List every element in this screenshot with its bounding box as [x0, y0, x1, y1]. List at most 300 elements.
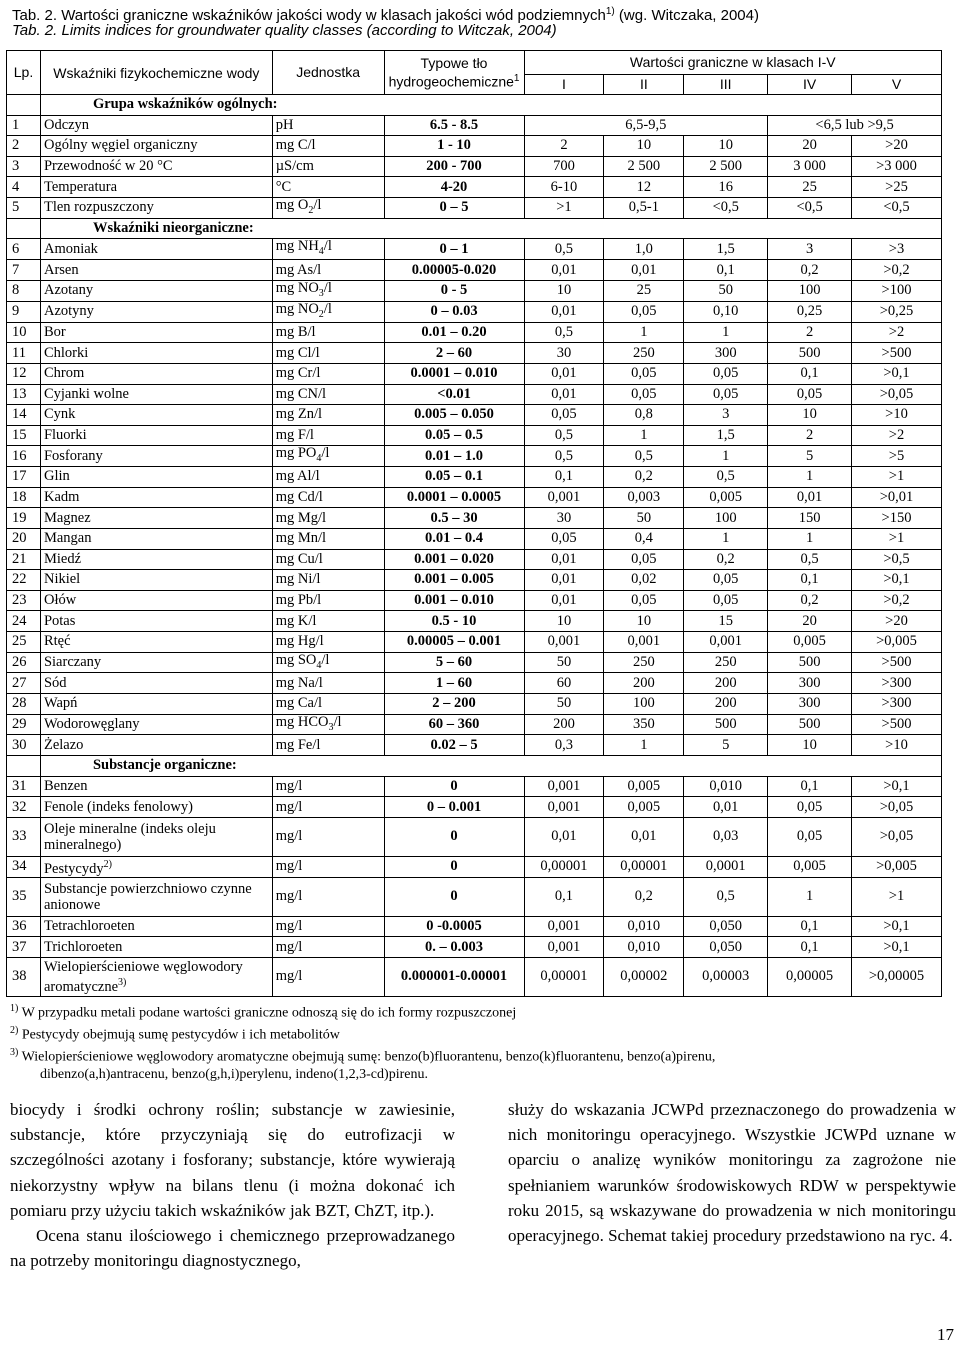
row-indicator-name: Miedź: [40, 549, 272, 570]
row-class-5: >1: [852, 877, 942, 916]
footnote-mark: 2): [103, 858, 112, 870]
row-class-1: >1: [524, 197, 604, 218]
table-row: [7, 631, 942, 652]
row-class-2: 0,4: [604, 528, 684, 549]
row-class-5: >0,1: [852, 363, 942, 384]
footnote: [10, 1044, 940, 1066]
row-indicator-name: Oleje mineralne (indeks oleju mineralnego): [40, 817, 272, 856]
row-class-5: >1: [852, 467, 942, 488]
header-class-IV: IV: [768, 75, 852, 95]
row-class-1: 30: [524, 343, 604, 364]
header-class-V: V: [852, 75, 942, 95]
row-class-3: 0,2: [684, 549, 768, 570]
row-class-2: 1: [604, 735, 684, 756]
row-indicator-name: Nikiel: [40, 570, 272, 591]
row-indicator-name: Przewodność w 20 °C: [40, 156, 272, 177]
row-class-4: 0,005: [768, 631, 852, 652]
unit-subscript: 4: [318, 246, 324, 258]
row-class-1: 0,001: [524, 937, 604, 958]
row-unit: mg/l: [272, 916, 384, 937]
row-class-5: >25: [852, 177, 942, 198]
row-indicator-name: Chrom: [40, 363, 272, 384]
footnote: [10, 1000, 940, 1022]
row-lp: 25: [7, 631, 41, 652]
table-row: [7, 673, 942, 694]
row-background: 0.5 - 10: [384, 611, 524, 632]
row-lp: 32: [7, 797, 41, 818]
table-row: [7, 694, 942, 715]
row-class-1: 0,01: [524, 549, 604, 570]
row-class-3: 500: [684, 714, 768, 735]
row-class-4: 1: [768, 467, 852, 488]
row-class-1: 0,5: [524, 446, 604, 467]
row-lp: 7: [7, 260, 41, 281]
row-class-4: 20: [768, 136, 852, 157]
table-row: [7, 467, 942, 488]
row-unit: mg $NO_2/l$: [272, 301, 384, 322]
row-unit: mg $NO_3/l$: [272, 280, 384, 301]
row-class-4: 0,05: [768, 817, 852, 856]
group-label: Grupa wskaźników ogólnych:: [40, 95, 941, 116]
row-background: 0.001 – 0.010: [384, 590, 524, 611]
row-class-1: 0,001: [524, 916, 604, 937]
row-indicator-name: Wielopierścieniowe węglowodory aromatyczne$^{3)}$: [40, 957, 272, 996]
row-unit: mg/l: [272, 957, 384, 996]
row-unit: mg F/l: [272, 425, 384, 446]
row-unit: mg Mn/l: [272, 528, 384, 549]
row-indicator-name: Potas: [40, 611, 272, 632]
row-unit: mg Hg/l: [272, 631, 384, 652]
footnote-text: Wielopierścieniowe węglowodory aromatyczne obejmują sumę: benzo(b)fluorantenu, benzo(k)fluorantenu, benzo(a)pirenu,: [21, 1049, 716, 1065]
row-class-3: 0,05: [684, 384, 768, 405]
row-indicator-name: Magnez: [40, 508, 272, 529]
row-class-1: 0,5: [524, 322, 604, 343]
row-class-3: 200: [684, 673, 768, 694]
row-class-1: 0,01: [524, 817, 604, 856]
row-indicator-name: Substancje powierzchniowo czynne anionowe: [40, 877, 272, 916]
row-lp: 1: [7, 115, 41, 136]
row-indicator-name: Chlorki: [40, 343, 272, 364]
row-class-2: 0,003: [604, 487, 684, 508]
row-unit: mg $SO_4/l$: [272, 652, 384, 673]
row-lp: 34: [7, 856, 41, 877]
table-row: [7, 487, 942, 508]
row-class-4: 0,05: [768, 797, 852, 818]
row-indicator-name: Fenole (indeks fenolowy): [40, 797, 272, 818]
footnote-continuation: dibenzo(a,h)antracenu, benzo(g,h,i)perylenu, indeno(1,2,3-cd)pirenu.: [40, 1067, 428, 1083]
row-class-1: 0,1: [524, 467, 604, 488]
row-unit: °C: [272, 177, 384, 198]
row-lp: 23: [7, 590, 41, 611]
row-background: 0 – 1: [384, 239, 524, 260]
row-class-4: 100: [768, 280, 852, 301]
row-background: 2 – 60: [384, 343, 524, 364]
row-class-4: 500: [768, 652, 852, 673]
row-lp: 11: [7, 343, 41, 364]
row-class-3: 250: [684, 652, 768, 673]
row-unit: mg Cl/l: [272, 343, 384, 364]
row-class-5: >5: [852, 446, 942, 467]
header-class-III: III: [684, 75, 768, 95]
row-class-5: >0,05: [852, 817, 942, 856]
row-class-5: >0,1: [852, 776, 942, 797]
row-class-4: 500: [768, 343, 852, 364]
caption-pl-text: Tab. 2. Wartości graniczne wskaźników jakości wody w klasach jakości wód podziemnych: [12, 7, 606, 24]
row-class-2: 2 500: [604, 156, 684, 177]
row-background: 0: [384, 877, 524, 916]
row-background: 4-20: [384, 177, 524, 198]
row-background: 0.0001 – 0.010: [384, 363, 524, 384]
row-background: 0 – 5: [384, 197, 524, 218]
table-row: [7, 115, 942, 136]
row-lp: 14: [7, 405, 41, 426]
row-class-2: 0,05: [604, 301, 684, 322]
row-class-3: 0,0001: [684, 856, 768, 877]
table-row: [7, 714, 942, 735]
table-row: [7, 856, 942, 877]
row-lp: 20: [7, 528, 41, 549]
row-class-3: 0,05: [684, 570, 768, 591]
row-unit: mg/l: [272, 877, 384, 916]
row-indicator-name: Tetrachloroeten: [40, 916, 272, 937]
row-background: 0 – 0.03: [384, 301, 524, 322]
row-lp: 12: [7, 363, 41, 384]
row-class-1: 0,5: [524, 239, 604, 260]
row-class-3: 16: [684, 177, 768, 198]
row-indicator-name: Wapń: [40, 694, 272, 715]
header-class-II: II: [604, 75, 684, 95]
row-background: 6.5 - 8.5: [384, 115, 524, 136]
row-class-4: 3: [768, 239, 852, 260]
row-class-4: 0,1: [768, 937, 852, 958]
row-indicator-name: Rtęć: [40, 631, 272, 652]
footnote-mark: 3): [10, 1047, 19, 1059]
table-row: [7, 260, 942, 281]
row-unit: mg Mg/l: [272, 508, 384, 529]
row-class-4: 0,005: [768, 856, 852, 877]
row-class-3: 0,03: [684, 817, 768, 856]
row-class-2: 1,0: [604, 239, 684, 260]
row-class-4: 0,00005: [768, 957, 852, 996]
row-class-3: 0,05: [684, 363, 768, 384]
row-lp: 30: [7, 735, 41, 756]
row-class-4: 0,1: [768, 363, 852, 384]
table-row: [7, 322, 942, 343]
table-row: [7, 590, 942, 611]
row-class-5: >2: [852, 425, 942, 446]
row-class-3: 0,050: [684, 916, 768, 937]
row-class-3: 100: [684, 508, 768, 529]
footnote-mark: 3): [118, 976, 127, 988]
row-class-2: 0,02: [604, 570, 684, 591]
row-class-4: 1: [768, 528, 852, 549]
row-class-2: 250: [604, 343, 684, 364]
row-unit: mg Cd/l: [272, 487, 384, 508]
row-class-2: 0,05: [604, 549, 684, 570]
row-class-1: 0,05: [524, 405, 604, 426]
row-class-1: 0,01: [524, 301, 604, 322]
footnote: [10, 1022, 940, 1044]
row-indicator-name: Mangan: [40, 528, 272, 549]
row-background: 0.02 – 5: [384, 735, 524, 756]
row-class-5: >0,2: [852, 590, 942, 611]
row-class-5: >2: [852, 322, 942, 343]
row-class-3: 0,10: [684, 301, 768, 322]
row-indicator-name: Wodorowęglany: [40, 714, 272, 735]
row-class-5: >0,1: [852, 916, 942, 937]
row-class-5: >3: [852, 239, 942, 260]
header-limits: Wartości graniczne w klasach I-V: [524, 51, 941, 75]
header-background-text: Typowe tło hydrogeochemiczne: [388, 55, 514, 90]
row-indicator-name: Ołów: [40, 590, 272, 611]
row-class-2: 0,01: [604, 817, 684, 856]
group-lp-cell: [7, 756, 41, 777]
body-left-paragraph-1: biocydy i środki ochrony roślin; substancje w zawiesinie, substancje, które przyczyniają się do eutrofizacji w szczególności azotany i fosforany; substancje, które wywierają niekorzystny wpływ na bilans tlenu (i można dokonać ich pomiaru przy użyciu takich wskaźników jak BZT, ChZT, itp.).: [10, 1100, 455, 1220]
table-row: [7, 197, 942, 218]
row-background: 0: [384, 817, 524, 856]
table-caption-en: Tab. 2. Limits indices for groundwater quality classes (according to Witczak, 2004): [12, 22, 557, 39]
body-left-paragraph-2: Ocena stanu ilościowego i chemicznego przeprowadzanego na potrzeby monitoringu diagnostycznego,: [10, 1226, 455, 1271]
row-class-5: >10: [852, 405, 942, 426]
caption-pl-sup: 1): [605, 6, 615, 17]
row-class-3: 0,005: [684, 487, 768, 508]
row-class-1: 10: [524, 280, 604, 301]
table-row: [7, 156, 942, 177]
row-class-2: 0,005: [604, 776, 684, 797]
row-background: 0 -0.0005: [384, 916, 524, 937]
row-class-4: 0,2: [768, 260, 852, 281]
group-lp-cell: [7, 95, 41, 116]
group-row: [7, 218, 942, 239]
row-lp: 15: [7, 425, 41, 446]
row-unit: mg $O_2/l$: [272, 197, 384, 218]
unit-subscript: 4: [316, 453, 322, 465]
row-indicator-name: Cynk: [40, 405, 272, 426]
row-indicator-name: Sód: [40, 673, 272, 694]
row-lp: 8: [7, 280, 41, 301]
row-class-2: 0,001: [604, 631, 684, 652]
row-class-1-3: 6,5-9,5: [524, 115, 768, 136]
row-class-3: 1,5: [684, 425, 768, 446]
row-lp: 26: [7, 652, 41, 673]
row-class-3: 0,01: [684, 797, 768, 818]
row-class-3: 15: [684, 611, 768, 632]
row-background: 200 - 700: [384, 156, 524, 177]
row-lp: 18: [7, 487, 41, 508]
row-class-4: 0,25: [768, 301, 852, 322]
row-indicator-name: Odczyn: [40, 115, 272, 136]
row-class-4: 0,1: [768, 570, 852, 591]
row-class-3: 5: [684, 735, 768, 756]
table-row: [7, 177, 942, 198]
row-class-2: 0,005: [604, 797, 684, 818]
row-indicator-name: Pestycydy$^{2)}$: [40, 856, 272, 877]
table-row: [7, 239, 942, 260]
row-class-3: 0,1: [684, 260, 768, 281]
row-class-1: 0,01: [524, 363, 604, 384]
table-row: [7, 611, 942, 632]
row-class-4: <0,5: [768, 197, 852, 218]
row-lp: 37: [7, 937, 41, 958]
row-background: 0.05 – 0.5: [384, 425, 524, 446]
group-label: Wskaźniki nieorganiczne:: [40, 218, 941, 239]
row-lp: 16: [7, 446, 41, 467]
row-indicator-name: Kadm: [40, 487, 272, 508]
row-class-1: 0,01: [524, 590, 604, 611]
row-class-2: 100: [604, 694, 684, 715]
table-row: [7, 937, 942, 958]
row-class-2: 350: [604, 714, 684, 735]
row-class-4: 3 000: [768, 156, 852, 177]
row-lp: 17: [7, 467, 41, 488]
row-unit: pH: [272, 115, 384, 136]
row-class-1: 0,00001: [524, 957, 604, 996]
group-lp-cell: [7, 218, 41, 239]
table-row: [7, 570, 942, 591]
row-class-1: 0,1: [524, 877, 604, 916]
row-indicator-name: Azotyny: [40, 301, 272, 322]
row-background: 0.001 – 0.020: [384, 549, 524, 570]
row-class-3: 50: [684, 280, 768, 301]
table-row: [7, 446, 942, 467]
row-lp: 24: [7, 611, 41, 632]
row-unit: mg $HCO_3/l$: [272, 714, 384, 735]
row-class-3: 1,5: [684, 239, 768, 260]
row-class-2: 250: [604, 652, 684, 673]
row-class-3: 1: [684, 528, 768, 549]
row-class-2: 0,5-1: [604, 197, 684, 218]
row-class-4: 0,1: [768, 916, 852, 937]
table-row: [7, 425, 942, 446]
row-indicator-name: Fosforany: [40, 446, 272, 467]
table-row: [7, 508, 942, 529]
row-class-5: >10: [852, 735, 942, 756]
row-lp: 19: [7, 508, 41, 529]
table-row: [7, 652, 942, 673]
row-class-3: 0,5: [684, 467, 768, 488]
row-lp: 9: [7, 301, 41, 322]
row-indicator-name: Temperatura: [40, 177, 272, 198]
row-class-4: 0,1: [768, 776, 852, 797]
table-row: [7, 735, 942, 756]
unit-subscript: 3: [318, 287, 324, 299]
row-class-1: 0,01: [524, 570, 604, 591]
row-lp: 13: [7, 384, 41, 405]
row-background: 0.01 – 0.20: [384, 322, 524, 343]
row-indicator-name: Glin: [40, 467, 272, 488]
row-class-2: 0,8: [604, 405, 684, 426]
row-class-1: 0,05: [524, 528, 604, 549]
row-background: 0.01 – 1.0: [384, 446, 524, 467]
row-class-5: >0,25: [852, 301, 942, 322]
row-class-2: 0,2: [604, 467, 684, 488]
page-number: 17: [937, 1325, 954, 1344]
row-background: 0 - 5: [384, 280, 524, 301]
footnotes: [10, 1000, 940, 1084]
row-unit: mg As/l: [272, 260, 384, 281]
row-unit: mg $NH_4/l$: [272, 239, 384, 260]
group-row: [7, 756, 942, 777]
row-background: 1 - 10: [384, 136, 524, 157]
row-class-3: 2 500: [684, 156, 768, 177]
row-class-5: >150: [852, 508, 942, 529]
row-indicator-name: Azotany: [40, 280, 272, 301]
row-unit: mg/l: [272, 856, 384, 877]
row-class-4: 0,01: [768, 487, 852, 508]
header-unit: Jednostka: [272, 51, 384, 95]
row-lp: 38: [7, 957, 41, 996]
row-class-4: 150: [768, 508, 852, 529]
footnote-mark: 1): [10, 1003, 19, 1014]
row-lp: 33: [7, 817, 41, 856]
row-class-1: 0,01: [524, 384, 604, 405]
quality-table: [6, 50, 942, 997]
row-unit: mg/l: [272, 937, 384, 958]
row-class-2: 1: [604, 425, 684, 446]
row-class-3: <0,5: [684, 197, 768, 218]
row-unit: mg Al/l: [272, 467, 384, 488]
row-class-2: 0,5: [604, 446, 684, 467]
row-background: 5 – 60: [384, 652, 524, 673]
row-unit: mg Pb/l: [272, 590, 384, 611]
row-indicator-name: Trichloroeten: [40, 937, 272, 958]
row-indicator-name: Siarczany: [40, 652, 272, 673]
table-row: [7, 136, 942, 157]
row-class-1: 700: [524, 156, 604, 177]
row-class-1: 0,001: [524, 631, 604, 652]
row-class-5: >0,005: [852, 856, 942, 877]
row-class-2: 10: [604, 136, 684, 157]
row-class-3: 1: [684, 446, 768, 467]
row-class-2: 0,01: [604, 260, 684, 281]
row-lp: 29: [7, 714, 41, 735]
table-row: [7, 280, 942, 301]
table-row: [7, 549, 942, 570]
body-right-paragraph-1: służy do wskazania JCWPd przeznaczonego do prowadzenia w nich monitoringu operacyjnego. Wszystkie JCWPd uznane w oparciu o analizę wyników monitoringu za zagrożone nie spełnianiem warunków środowiskowych RDW w perspektywie roku 2015, są wskazywane do prowadzenia w nich monitoringu operacyjnego. Schemat takiej procedury przedstawiono na ryc. 4.: [508, 1100, 956, 1246]
row-class-5: >0,05: [852, 384, 942, 405]
row-background: 0.0001 – 0.0005: [384, 487, 524, 508]
row-class-2: 10: [604, 611, 684, 632]
row-class-3: 0,050: [684, 937, 768, 958]
table-row: [7, 363, 942, 384]
row-unit: mg K/l: [272, 611, 384, 632]
row-background: 0: [384, 856, 524, 877]
row-background: 60 – 360: [384, 714, 524, 735]
row-lp: 28: [7, 694, 41, 715]
row-background: <0.01: [384, 384, 524, 405]
row-class-3: 200: [684, 694, 768, 715]
row-lp: 10: [7, 322, 41, 343]
table-row: [7, 797, 942, 818]
row-class-2: 0,05: [604, 590, 684, 611]
row-unit: mg/l: [272, 817, 384, 856]
row-class-1: 0,001: [524, 776, 604, 797]
row-class-4: 2: [768, 425, 852, 446]
row-lp: 2: [7, 136, 41, 157]
row-lp: 27: [7, 673, 41, 694]
row-class-1: 10: [524, 611, 604, 632]
row-class-1: 0,01: [524, 260, 604, 281]
row-class-1: 0,00001: [524, 856, 604, 877]
row-class-5: >0,1: [852, 570, 942, 591]
row-class-2: 0,2: [604, 877, 684, 916]
table-row: [7, 384, 942, 405]
unit-subscript: 2: [308, 204, 314, 216]
row-class-2: 0,010: [604, 937, 684, 958]
footnote-text: Pestycydy obejmują sumę pestycydów i ich metabolitów: [21, 1027, 340, 1043]
row-unit: mg Na/l: [272, 673, 384, 694]
footnote-text: W przypadku metali podane wartości graniczne odnoszą się do ich formy rozpuszczonej: [21, 1005, 517, 1021]
